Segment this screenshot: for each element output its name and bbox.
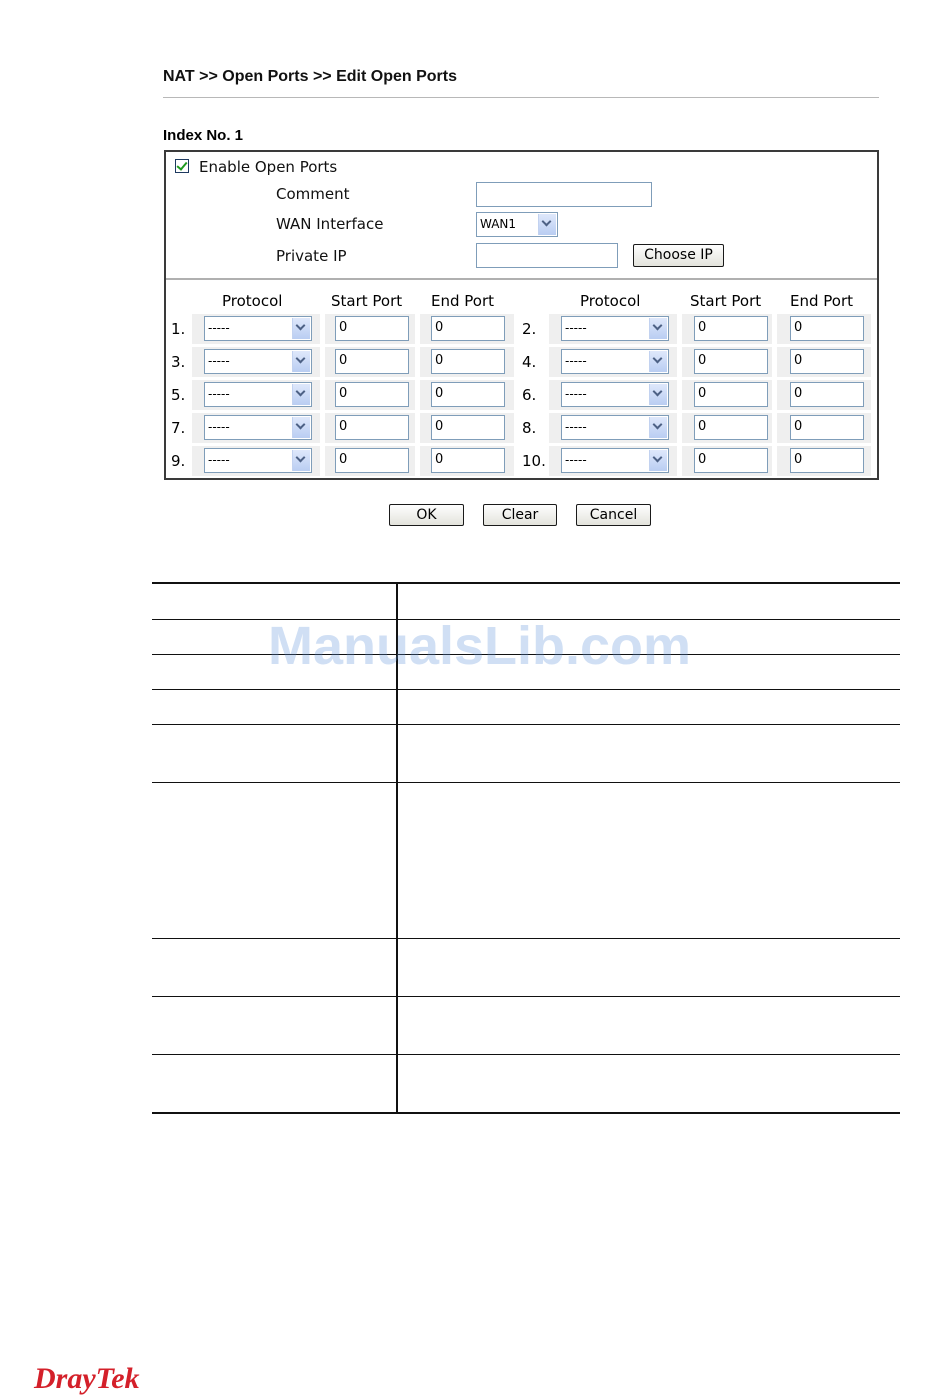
row-number: 8. [522,419,537,437]
protocol-select[interactable] [561,316,669,341]
table-row-rule [152,782,900,783]
start-port-input[interactable]: 0 [335,382,409,407]
chevron-down-icon [538,214,556,235]
chevron-down-icon [292,384,310,405]
breadcrumb: NAT >> Open Ports >> Edit Open Ports [163,68,457,85]
protocol-value: ----- [565,453,587,467]
row-number: 2. [522,320,537,338]
chevron-down-icon [649,417,667,438]
start-port-input[interactable]: 0 [694,415,768,440]
protocol-value: ----- [208,321,230,335]
protocol-value: ----- [208,387,230,401]
chevron-down-icon [649,450,667,471]
start-port-input[interactable]: 0 [694,448,768,473]
row-number: 3. [171,353,186,371]
clear-button[interactable]: Clear [483,504,557,526]
ok-button[interactable]: OK [389,504,464,526]
end-port-input[interactable]: 0 [790,382,864,407]
protocol-select[interactable] [561,382,669,407]
end-port-input[interactable]: 0 [431,316,505,341]
start-port-input[interactable]: 0 [335,448,409,473]
private-ip-input[interactable] [476,243,618,268]
protocol-select[interactable] [204,382,312,407]
end-port-input[interactable]: 0 [431,349,505,374]
start-port-input[interactable]: 0 [335,415,409,440]
table-row-rule [152,938,900,939]
wan-interface-value: WAN1 [480,217,517,231]
start-port-header-right: Start Port [690,292,762,310]
end-port-input[interactable]: 0 [790,316,864,341]
table-row-rule [152,1054,900,1055]
start-port-input[interactable]: 0 [335,349,409,374]
protocol-value: ----- [208,354,230,368]
protocol-value: ----- [208,453,230,467]
protocol-select[interactable] [561,349,669,374]
chevron-down-icon [649,384,667,405]
breadcrumb-divider [163,97,879,98]
protocol-value: ----- [208,420,230,434]
end-port-input[interactable]: 0 [790,349,864,374]
table-row-rule [152,724,900,725]
end-port-input[interactable]: 0 [431,382,505,407]
end-port-input[interactable]: 0 [790,448,864,473]
choose-ip-button[interactable]: Choose IP [633,244,724,267]
protocol-value: ----- [565,354,587,368]
row-number: 6. [522,386,537,404]
wan-interface-select[interactable] [476,212,558,237]
table-row-rule [152,996,900,997]
protocol-select[interactable] [204,349,312,374]
row-number: 10. [522,452,546,470]
row-number: 5. [171,386,186,404]
protocol-value: ----- [565,420,587,434]
protocol-header-right: Protocol [580,292,641,310]
protocol-select[interactable] [204,448,312,473]
protocol-select[interactable] [204,415,312,440]
protocol-select[interactable] [561,448,669,473]
start-port-input[interactable]: 0 [694,349,768,374]
section-divider [166,278,877,280]
private-ip-label: Private IP [276,247,347,265]
start-port-input[interactable]: 0 [694,382,768,407]
cancel-button[interactable]: Cancel [576,504,651,526]
watermark: ManualsLib.com [268,616,692,676]
comment-label: Comment [276,185,350,203]
chevron-down-icon [649,318,667,339]
start-port-input[interactable]: 0 [694,316,768,341]
end-port-header-right: End Port [790,292,854,310]
enable-open-ports-label: Enable Open Ports [199,158,338,176]
table-bottom-rule [152,1112,900,1114]
comment-input[interactable] [476,182,652,207]
row-number: 9. [171,452,186,470]
end-port-input[interactable]: 0 [790,415,864,440]
wan-interface-label: WAN Interface [276,215,384,233]
start-port-header-left: Start Port [331,292,403,310]
chevron-down-icon [292,450,310,471]
end-port-header-left: End Port [431,292,495,310]
open-ports-panel [164,150,879,480]
protocol-value: ----- [565,387,587,401]
index-number: Index No. 1 [163,127,244,144]
chevron-down-icon [649,351,667,372]
row-number: 1. [171,320,186,338]
protocol-select[interactable] [204,316,312,341]
table-top-rule [152,582,900,584]
chevron-down-icon [292,417,310,438]
enable-open-ports-checkbox[interactable] [175,159,189,173]
row-number: 4. [522,353,537,371]
end-port-input[interactable]: 0 [431,448,505,473]
table-row-rule [152,689,900,690]
start-port-input[interactable]: 0 [335,316,409,341]
protocol-header-left: Protocol [222,292,283,310]
end-port-input[interactable]: 0 [431,415,505,440]
draytek-logo: DrayTek [34,1362,140,1395]
row-number: 7. [171,419,186,437]
chevron-down-icon [292,351,310,372]
protocol-value: ----- [565,321,587,335]
chevron-down-icon [292,318,310,339]
protocol-select[interactable] [561,415,669,440]
